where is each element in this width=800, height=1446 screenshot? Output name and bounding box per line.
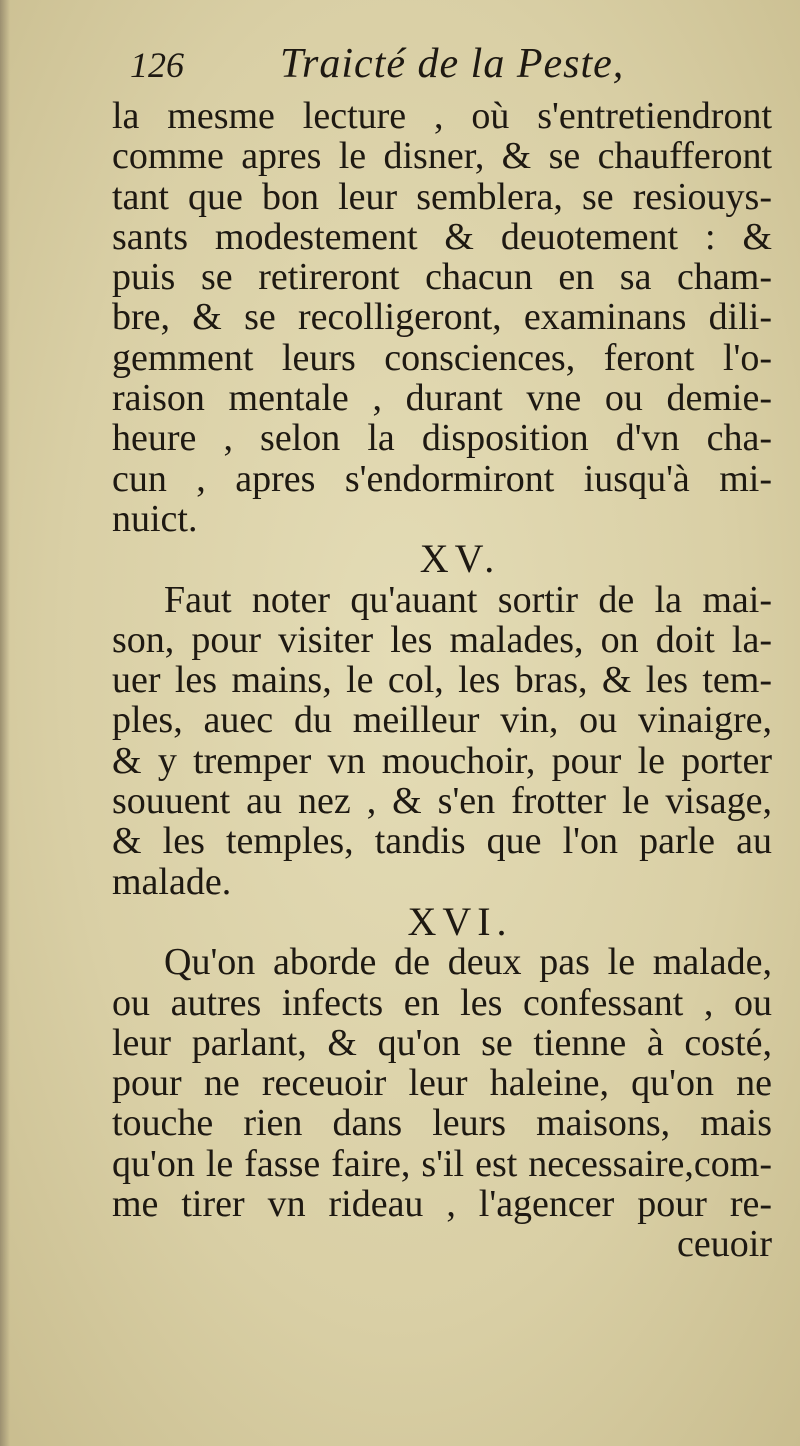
- paragraph-continued: [112, 96, 772, 539]
- catchword: ceuoir: [677, 1223, 772, 1266]
- text-line: souuent au nez , & s'en frotter le visage,: [112, 780, 772, 823]
- text-line: touche rien dans leurs maisons, mais: [112, 1102, 772, 1145]
- text-line: tant que bon leur semblera, se resiouys-: [112, 175, 772, 218]
- text-line: leur parlant, & qu'on se tienne à costé,: [112, 1021, 772, 1064]
- text-line: ou autres infects en les confessant , ou: [112, 981, 772, 1024]
- text-line: gemment leurs consciences, feront l'o-: [112, 336, 772, 379]
- text-line: heure , selon la disposition d'vn cha-: [112, 417, 772, 460]
- text-line: & les temples, tandis que l'on parle au: [112, 820, 772, 863]
- text-line: la mesme lecture , où s'entretiendront: [112, 95, 772, 137]
- section-xv-paragraph: [112, 580, 772, 902]
- section-xvi-paragraph: [112, 942, 772, 1264]
- running-head: [112, 38, 772, 96]
- text-line: son, pour visiter les malades, on doit la-: [112, 618, 772, 661]
- section-heading-xv: XV.: [419, 536, 501, 582]
- text-line: Qu'on aborde de deux pas le malade,: [164, 941, 772, 984]
- text-line: & y tremper vn mouchoir, pour le porter: [112, 739, 772, 782]
- running-title: Traicté de la Peste,: [280, 41, 625, 87]
- text-line: qu'on le fasse faire, s'il est necessaire,com-: [112, 1142, 772, 1185]
- page-number: 126: [130, 45, 184, 85]
- section-heading-xvi: XVI.: [407, 898, 513, 944]
- text-line: cun , apres s'endormiront iusqu'à mi-: [112, 457, 772, 500]
- text-line: pour ne receuoir leur haleine, qu'on ne: [112, 1062, 772, 1105]
- text-line: sants modestement & deuotement : &: [112, 215, 772, 258]
- text-line: puis se retireront chacun en sa cham-: [112, 256, 772, 299]
- text-line: comme apres le disner, & se chaufferont: [112, 135, 772, 178]
- text-line: malade.: [112, 860, 232, 903]
- text-line: ples, auec du meilleur vin, ou vinaigre,: [112, 699, 772, 742]
- text-line: raison mentale , durant vne ou demie-: [112, 377, 772, 420]
- page-gutter-shadow: [0, 0, 10, 1446]
- text-line: me tirer vn rideau , l'agencer pour re-: [112, 1183, 772, 1226]
- text-block: [112, 38, 772, 1265]
- text-line: uer les mains, le col, les bras, & les tem-: [112, 659, 772, 702]
- text-line: nuict.: [112, 497, 198, 540]
- text-line: Faut noter qu'auant sortir de la mai-: [164, 578, 772, 621]
- text-line: bre, & se recolligeront, examinans dili-: [112, 296, 772, 339]
